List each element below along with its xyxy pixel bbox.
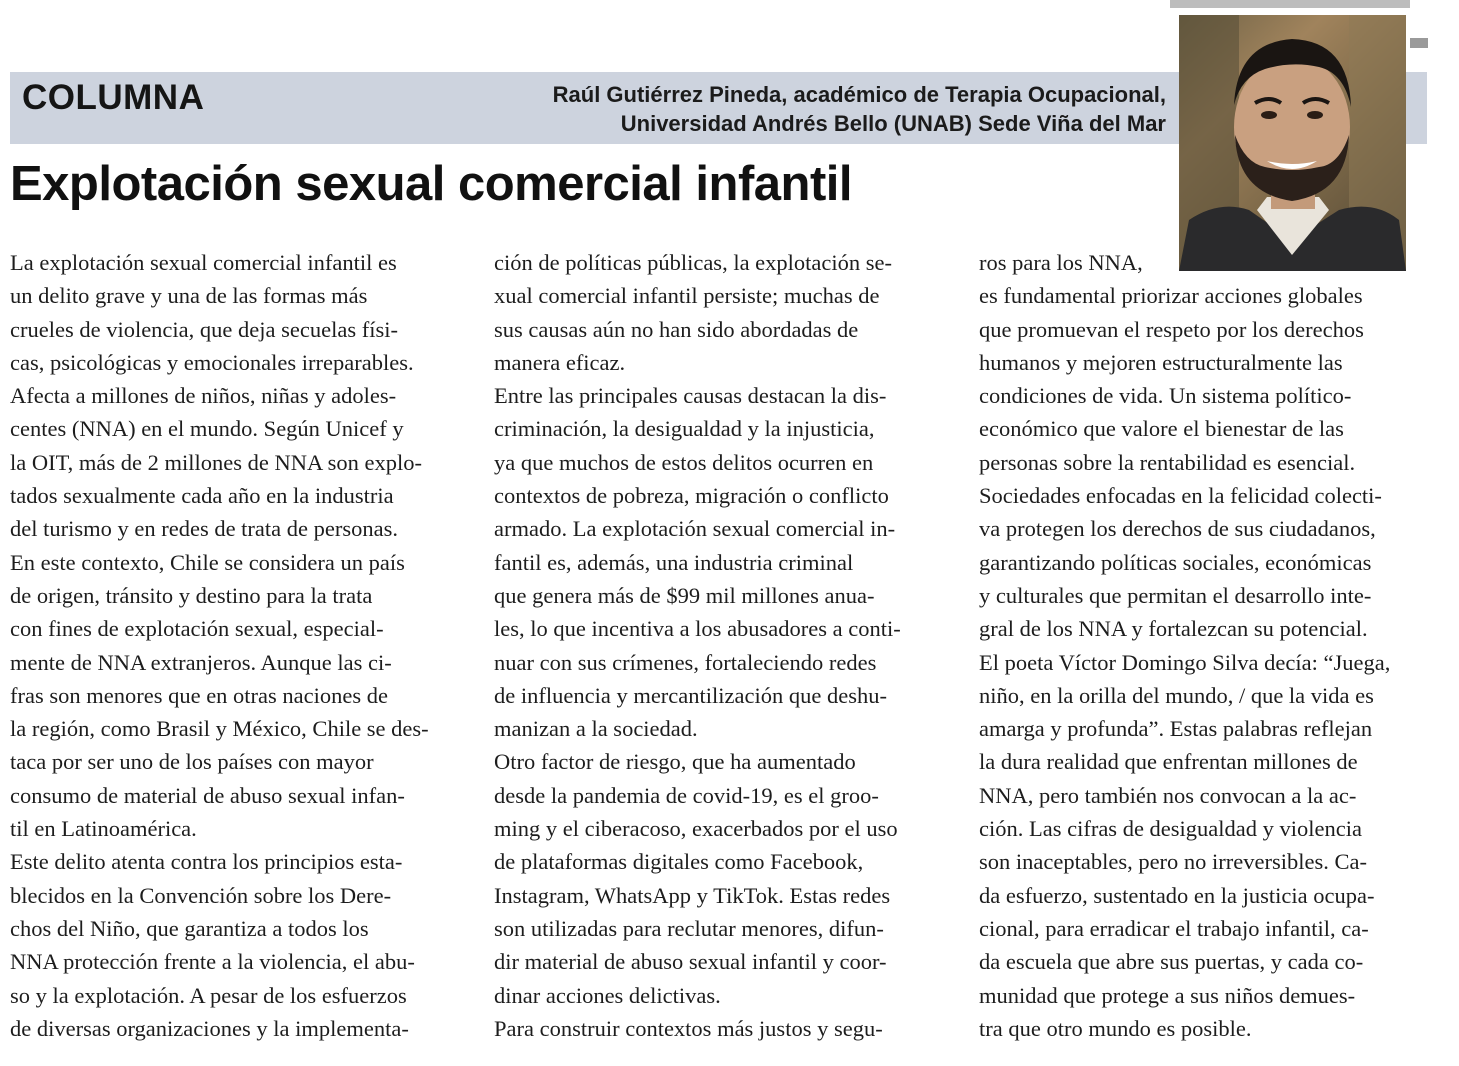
text-line: sus causas aún no han sido abordadas de [494,316,859,342]
text-line: del turismo y en redes de trata de personas. [10,516,398,542]
text-line: de origen, tránsito y destino para la trata [10,582,373,608]
text-line: taca por ser uno de los países con mayor [10,749,374,775]
byline-line: Raúl Gutiérrez Pineda, académico de Terapia Ocupacional, [552,82,1166,107]
text-line: El poeta Víctor Domingo Silva decía: “Juega, [979,649,1391,675]
text-line: manizan a la sociedad. [494,716,698,742]
page-edge-rule [1170,0,1410,8]
text-line: NNA, pero también nos convocan a la ac- [979,782,1357,808]
text-line: humanos y mejoren estructuralmente las [979,349,1343,375]
text-line: cional, para erradicar el trabajo infantil, ca- [979,915,1369,941]
text-line: contextos de pobreza, migración o conflicto [494,483,889,509]
text-line: niño, en la orilla del mundo, / que la vida es [979,682,1374,708]
text-line: tra que otro mundo es posible. [979,1015,1252,1041]
article-column-1 [10,246,465,1045]
text-line: que promuevan el respeto por los derechos [979,316,1364,342]
text-line: dinar acciones delictivas. [494,982,721,1008]
text-line: ros para los NNA, [979,250,1143,275]
text-line: blecidos en la Convención sobre los Dere- [10,882,392,908]
text-line: mente de NNA extranjeros. Aunque las ci- [10,649,392,675]
text-line: Para construir contextos más justos y segu- [494,1015,883,1041]
text-line: un delito grave y una de las formas más [10,283,368,309]
text-line: fras son menores que en otras naciones de [10,682,388,708]
text-line: NNA protección frente a la violencia, el abu- [10,949,415,975]
text-line: armado. La explotación sexual comercial in- [494,516,896,542]
text-line: En este contexto, Chile se considera un país [10,549,405,575]
text-line: da escuela que abre sus puertas, y cada co- [979,949,1364,975]
text-line: con fines de explotación sexual, especial- [10,616,384,642]
article-column-3 [979,246,1429,1045]
text-line: económico que valore el bienestar de las [979,416,1344,442]
text-line: Otro factor de riesgo, que ha aumentado [494,749,856,775]
text-line: gral de los NNA y fortalezcan su potencial. [979,616,1368,642]
article-column-2 [494,246,944,1045]
portrait-photo-icon [1179,15,1406,271]
byline-line: Universidad Andrés Bello (UNAB) Sede Viña del Mar [620,111,1166,136]
text-line: va protegen los derechos de sus ciudadanos, [979,516,1376,542]
text-line: consumo de material de abuso sexual infan- [10,782,405,808]
text-line: La explotación sexual comercial infantil es [10,250,397,275]
text-line: amarga y profunda”. Estas palabras reflejan [979,716,1373,742]
text-line: chos del Niño, que garantiza a todos los [10,915,369,941]
author-photo [1179,15,1406,271]
text-line: de influencia y mercantilización que deshu- [494,682,887,708]
text-line: da esfuerzo, sustentado en la justicia ocupa- [979,882,1375,908]
text-line: xual comercial infantil persiste; muchas de [494,283,880,309]
text-line: son utilizadas para reclutar menores, difun- [494,915,884,941]
text-line: son inaceptables, pero no irreversibles. Ca- [979,849,1367,875]
text-line: centes (NNA) en el mundo. Según Unicef y [10,416,404,442]
text-line: munidad que protege a sus niños demues- [979,982,1356,1008]
text-line: fantil es, además, una industria criminal [494,549,854,575]
text-line: la OIT, más de 2 millones de NNA son explo- [10,449,423,475]
text-line: Este delito atenta contra los principios esta- [10,849,403,875]
text-line: es fundamental priorizar acciones globales [979,283,1363,309]
text-line: la región, como Brasil y México, Chile se des- [10,716,429,742]
author-byline [553,80,1166,138]
text-line: la dura realidad que enfrentan millones de [979,749,1358,775]
text-line: ya que muchos de estos delitos ocurren en [494,449,874,475]
text-line: condiciones de vida. Un sistema político- [979,383,1352,409]
text-line: manera eficaz. [494,349,626,375]
text-line: dir material de abuso sexual infantil y coor- [494,949,887,975]
text-line: til en Latinoamérica. [10,816,197,842]
text-line: tados sexualmente cada año en la industria [10,483,394,509]
page-edge-rule [1410,38,1428,48]
text-line: ming y el ciberacoso, exacerbados por el uso [494,816,898,842]
text-line: so y la explotación. A pesar de los esfuerzos [10,982,407,1008]
text-line: les, lo que incentiva a los abusadores a conti- [494,616,901,642]
text-line: garantizando políticas sociales, económicas [979,549,1372,575]
text-line: Afecta a millones de niños, niñas y adoles- [10,383,397,409]
text-line: Instagram, WhatsApp y TikTok. Estas redes [494,882,891,908]
text-line: ción de políticas públicas, la explotación se- [494,250,893,275]
article-headline: Explotación sexual comercial infantil [10,157,852,211]
text-line: cas, psicológicas y emocionales irreparables. [10,349,414,375]
text-line: nuar con sus crímenes, fortaleciendo redes [494,649,877,675]
text-line: de diversas organizaciones y la implementa- [10,1015,409,1041]
text-line: y culturales que permitan el desarrollo inte- [979,582,1372,608]
section-label: COLUMNA [22,78,205,117]
text-line: que genera más de $99 mil millones anua- [494,582,875,608]
text-line: de plataformas digitales como Facebook, [494,849,864,875]
text-line: desde la pandemia de covid-19, es el groo- [494,782,879,808]
text-line: Sociedades enfocadas en la felicidad colecti- [979,483,1382,509]
text-line: ción. Las cifras de desigualdad y violencia [979,816,1362,842]
text-line: criminación, la desigualdad y la injusticia, [494,416,875,442]
text-line: Entre las principales causas destacan la dis- [494,383,887,409]
text-line: personas sobre la rentabilidad es esencial. [979,449,1356,475]
text-line: crueles de violencia, que deja secuelas físi- [10,316,398,342]
